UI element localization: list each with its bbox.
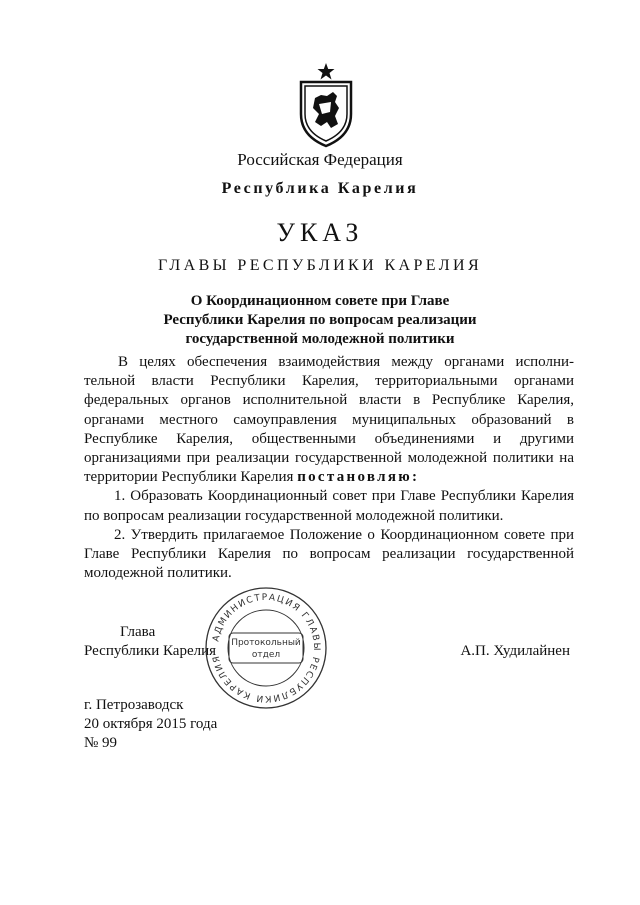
item-2-line: молодежной политики. <box>84 565 232 582</box>
stamp-inner-line: отдел <box>251 650 281 660</box>
stamp-inner-line: Протокольный <box>231 638 301 648</box>
city: г. Петрозаводск <box>84 697 184 713</box>
item-1-line: по вопросам реализации государственной молодежной политики. <box>84 507 504 524</box>
item-1-line: 1. Образовать Координационный совет при Главе Республики Карелия <box>114 488 574 505</box>
signatory-name: А.П. Худилайнен <box>460 643 570 659</box>
item-2-line: Главе Республики Карелия по вопросам реализации государственной <box>84 546 574 563</box>
republic-heading: Республика Карелия <box>221 180 419 197</box>
body-line: федеральных органов исполнительной власти в Республике Карелия, <box>84 392 574 409</box>
decree-number: № 99 <box>84 735 118 751</box>
head-of-republic-heading: ГЛАВЫ РЕСПУБЛИКИ КАРЕЛИЯ <box>157 257 483 274</box>
body-line: организациями при реализации государственной молодежной политики на <box>84 450 574 467</box>
stamp-ring-text: АДМИНИСТРАЦИЯ ГЛАВЫ РЕСПУБЛИКИ КАРЕЛИЯ <box>211 592 322 704</box>
decree-date: 20 октября 2015 года <box>84 716 218 732</box>
signatory-title-line: Глава <box>120 624 156 640</box>
body-line <box>84 468 574 487</box>
decree-body <box>84 353 574 583</box>
decree-title-line: Республики Карелия по вопросам реализации <box>163 312 477 328</box>
decree-heading: УКАЗ <box>276 218 364 247</box>
body-line: Республике Карелия, общественными объединениями и другими <box>84 430 574 447</box>
decree-title <box>0 292 640 349</box>
preamble-last-line: территории Республики Карелия <box>84 469 294 486</box>
decree-footer <box>84 696 217 753</box>
federation-heading: Российская Федерация <box>237 150 403 169</box>
decree-word: постановляю: <box>297 469 420 486</box>
item-2-line: 2. Утвердить прилагаемое Положение о Координационном совете при <box>114 526 574 543</box>
body-line: тельной власти Республики Карелия, территориальными органами <box>84 373 574 390</box>
decree-title-line: государственной молодежной политики <box>185 331 455 347</box>
body-line: В целях обеспечения взаимодействия между органами исполни- <box>118 354 574 370</box>
body-line: органами местного самоуправления муниципальных образований в <box>84 411 574 428</box>
decree-title-line: О Координационном совете при Главе <box>190 293 450 309</box>
protocol-department-stamp <box>203 585 329 711</box>
signatory-title-line: Республики Карелия <box>84 643 217 659</box>
karelia-coat-of-arms-icon <box>297 62 355 148</box>
